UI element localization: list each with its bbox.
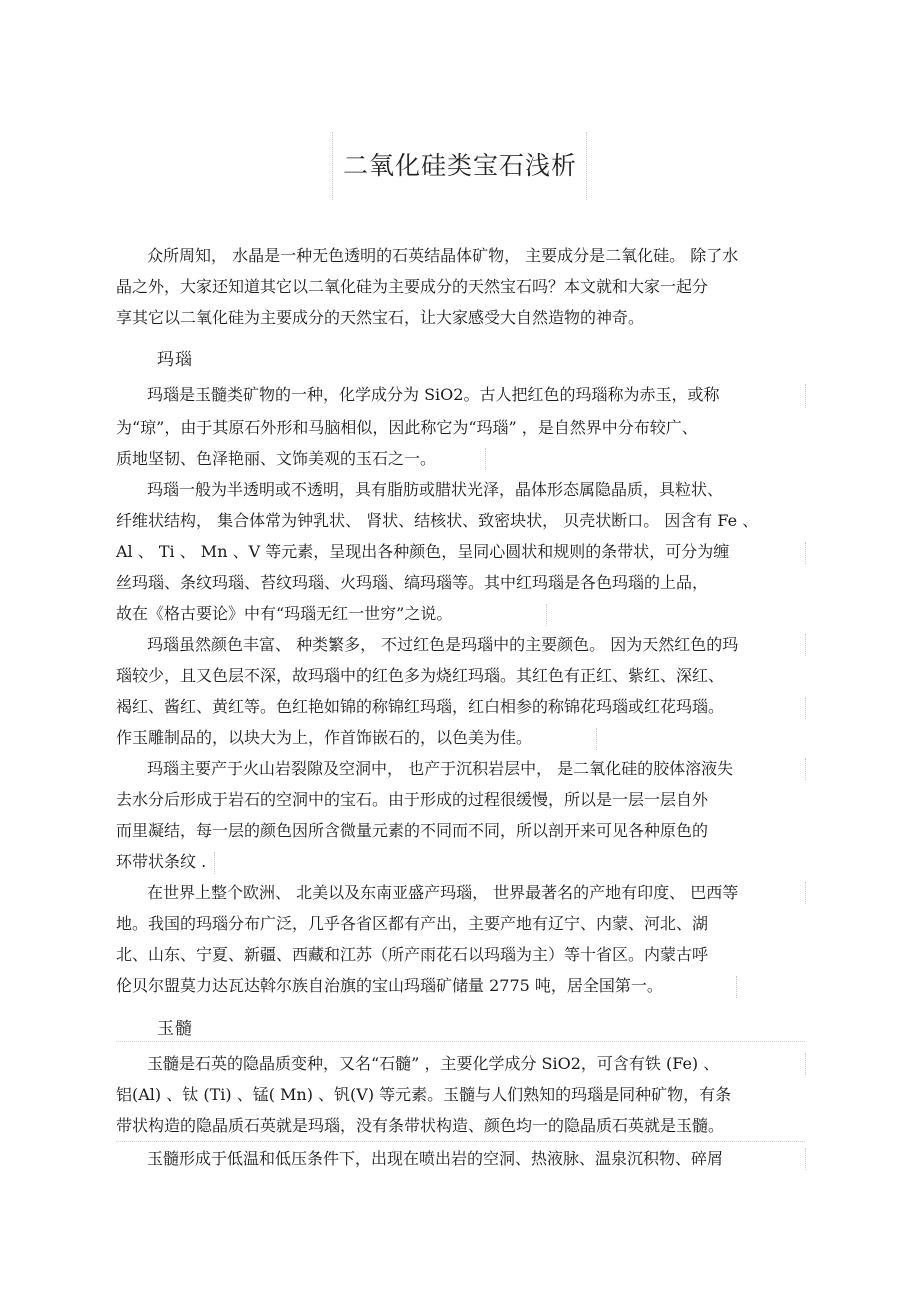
- paragraph-line: 在世界上整个欧洲、 北美以及东南亚盛产玛瑙， 世界最著名的产地有印度、 巴西等: [147, 883, 739, 902]
- margin-rule: [805, 758, 806, 780]
- paragraph-line: 铝(Al) 、钛 (Ti) 、锰( Mn) 、钒(V) 等元素。玉髓与人们熟知的玛瑙是同种矿物，有条: [116, 1085, 732, 1104]
- divider-rule: [116, 1141, 805, 1142]
- paragraph-line: 去水分后形成于岩石的空洞中的宝石。由于形成的过程很缓慢，所以是一层一层自外: [116, 790, 709, 809]
- margin-rule: [805, 882, 806, 904]
- paragraph-line: 质地坚韧、色泽艳丽、文饰美观的玉石之一。: [116, 449, 437, 468]
- margin-rule: [805, 384, 806, 408]
- margin-rule: [736, 976, 737, 998]
- margin-rule: [546, 604, 547, 626]
- paragraph-line: 带状构造的隐晶质石英就是玛瑙，没有条带状构造、颜色均一的隐晶质石英就是玉髓。: [116, 1116, 725, 1135]
- paragraph-line: 玛瑙是玉髓类矿物的一种，化学成分为 SiO2。古人把红色的玛瑙称为赤玉，或称: [147, 385, 720, 404]
- paragraph-line: 伦贝尔盟莫力达瓦达斡尔族自治旗的宝山玛瑙矿储量 2775 吨，居全国第一。: [116, 976, 663, 995]
- title-block: [332, 132, 588, 202]
- paragraph-line: 地。我国的玛瑙分布广泛，几乎各省区都有产出，主要产地有辽宁、内蒙、河北、湖: [116, 914, 709, 933]
- paragraph-line: 玛瑙一般为半透明或不透明，具有脂肪或腊状光泽，晶体形态属隐晶质，具粒状、: [147, 480, 724, 499]
- paragraph-line: 瑙较少，且又色层不深，故玛瑙中的红色多为烧红玛瑙。其红色有正红、紫红、深红、: [116, 666, 725, 685]
- margin-rule: [596, 728, 597, 750]
- page-title: 二氧化硅类宝石浅析: [342, 151, 577, 180]
- paragraph-line: 为“琼”，由于其原石外形和马脑相似，因此称它为“玛瑙” ，是自然界中分布较广、: [116, 418, 698, 437]
- margin-rule: [805, 1053, 806, 1075]
- section-heading-chalcedony: 玉髓: [157, 1019, 193, 1039]
- margin-rule: [805, 1148, 806, 1170]
- paragraph-line: 玉髓是石英的隐晶质变种，又名“石髓” ，主要化学成分 SiO2，可含有铁 (Fe) 、: [147, 1054, 720, 1073]
- paragraph-line: 环带状条纹 .: [116, 852, 207, 871]
- margin-rule: [805, 697, 806, 719]
- margin-rule: [214, 852, 215, 874]
- paragraph-line: 北、山东、宁夏、新疆、西藏和江苏（所产雨花石以玛瑙为主）等十省区。内蒙古呼: [116, 945, 709, 964]
- paragraph-line: 丝玛瑙、条纹玛瑙、苔纹玛瑙、火玛瑙、缟玛瑙等。其中红玛瑙是各色玛瑙的上品，: [116, 573, 709, 592]
- paragraph-line: Al 、 Ti 、 Mn 、V 等元素，呈现出各种颜色，呈同心圆状和规则的条带状，可分为缠: [116, 542, 730, 561]
- paragraph-line: 玛瑙虽然颜色丰富、 种类繁多， 不过红色是玛瑙中的主要颜色。 因为天然红色的玛: [147, 635, 739, 654]
- paragraph-line: 而里凝结，每一层的颜色因所含微量元素的不同而不同，所以剖开来可见各种原色的: [116, 821, 709, 840]
- intro-line: 晶之外，大家还知道其它以二氧化硅为主要成分的天然宝石吗？本文就和大家一起分: [116, 277, 709, 296]
- margin-rule: [485, 448, 486, 470]
- paragraph-line: 作玉雕制品的，以块大为上，作首饰嵌石的，以色美为佳。: [116, 728, 533, 747]
- margin-rule: [805, 634, 806, 656]
- intro-line: 众所周知， 水晶是一种无色透明的石英结晶体矿物， 主要成分是二氧化硅。 除了水: [147, 246, 739, 265]
- paragraph-line: 故在《格古要论》中有“玛瑙无红一世穷”之说。: [116, 604, 453, 623]
- paragraph-line: 玛瑙主要产于火山岩裂隙及空洞中， 也产于沉积岩层中， 是二氧化硅的胶体溶液失: [147, 759, 734, 778]
- paragraph-line: 褐红、酱红、黄红等。色红艳如锦的称锦红玛瑙，红白相参的称锦花玛瑙或红花玛瑙。: [116, 697, 725, 716]
- intro-line: 享其它以二氧化硅为主要成分的天然宝石，让大家感受大自然造物的神奇。: [116, 308, 645, 327]
- section-heading-agate: 玛瑙: [157, 350, 193, 370]
- paragraph-line: 玉髓形成于低温和低压条件下，出现在喷出岩的空洞、热液脉、温泉沉积物、碎屑: [147, 1149, 724, 1168]
- paragraph-line: 纤维状结构， 集合体常为钟乳状、 肾状、结核状、致密块状， 贝壳状断口。 因含有 Fe 、: [116, 511, 759, 530]
- margin-rule: [805, 542, 806, 564]
- divider-rule: [116, 1041, 805, 1042]
